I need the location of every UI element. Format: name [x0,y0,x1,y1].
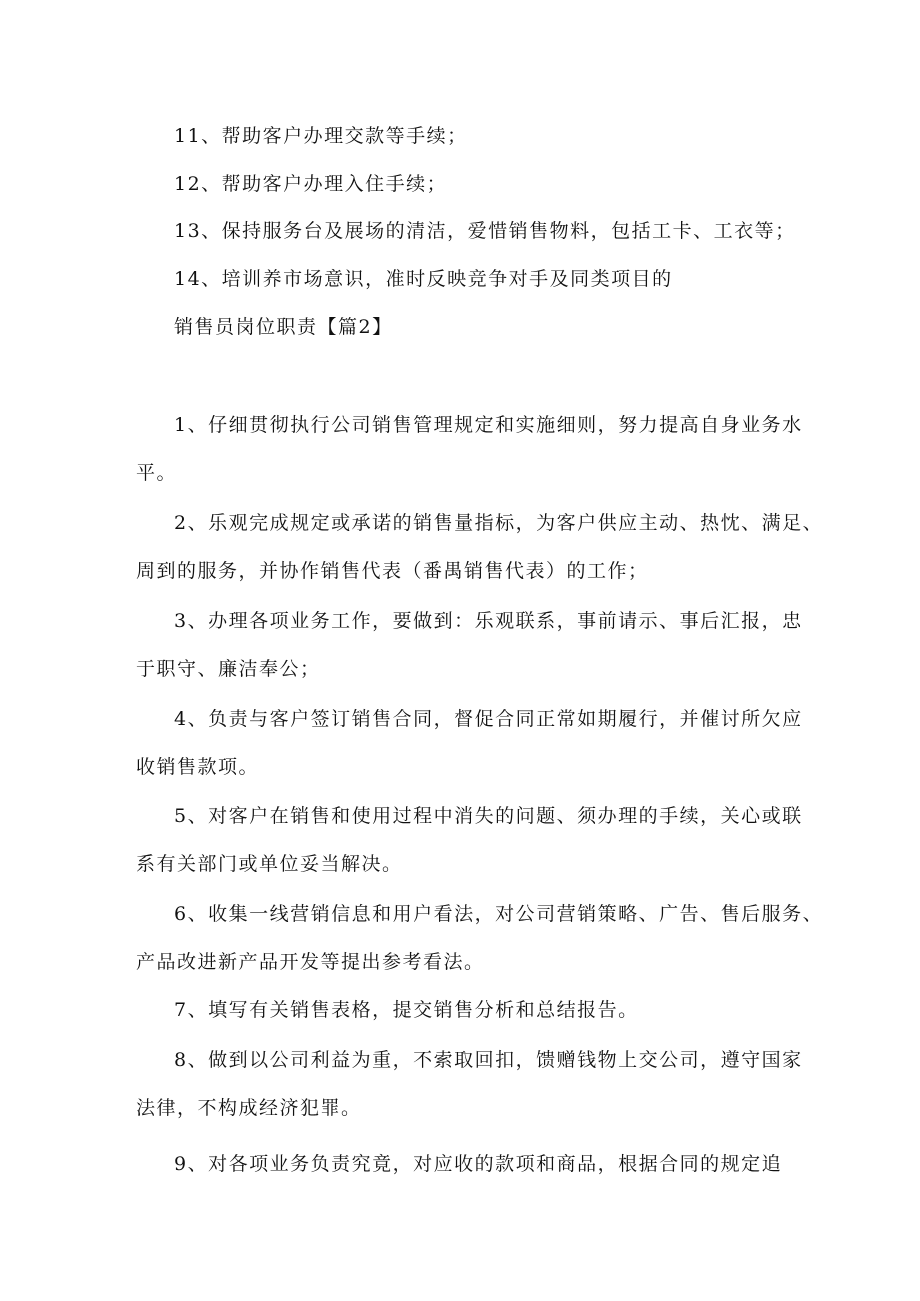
item-9-line1: 9、对各项业务负责究竟，对应收的款项和商品，根据合同的规定追 [174,1153,783,1175]
intro-item-11: 11、帮助客户办理交款等手续； [174,125,468,147]
section-title: 销售员岗位职责【篇2】 [174,316,393,338]
item-5-line2: 系有关部门或单位妥当解决。 [136,853,403,875]
item-1-line2: 平。 [136,462,178,484]
item-8-line1: 8、做到以公司利益为重，不索取回扣，馈赠钱物上交公司，遵守国家 [174,1049,803,1071]
item-8-line2: 法律，不构成经济犯罪。 [136,1097,362,1119]
item-4-line2: 收销售款项。 [136,756,260,778]
item-5-line1: 5、对客户在销售和使用过程中消失的问题、须办理的手续，关心或联 [174,805,803,827]
item-2-line2: 周到的服务，并协作销售代表（番禺销售代表）的工作； [136,560,649,582]
item-2-line1: 2、乐观完成规定或承诺的销售量指标，为客户供应主动、热忱、满足、 [174,512,824,534]
item-6-line1: 6、收集一线营销信息和用户看法，对公司营销策略、广告、售后服务、 [174,903,824,925]
item-6-line2: 产品改进新产品开发等提出参考看法。 [136,951,485,973]
item-3-line2: 于职守、廉洁奉公； [136,658,321,680]
intro-item-13: 13、保持服务台及展场的清洁，爱惜销售物料，包括工卡、工衣等； [174,220,796,242]
intro-item-12: 12、帮助客户办理入住手续； [174,173,448,195]
item-1-line1: 1、仔细贯彻执行公司销售管理规定和实施细则，努力提高自身业务水 [174,414,803,436]
item-4-line1: 4、负责与客户签订销售合同，督促合同正常如期履行，并催讨所欠应 [174,708,803,730]
item-7-line1: 7、填写有关销售表格，提交销售分析和总结报告。 [174,999,639,1021]
intro-item-14: 14、培训养市场意识，准时反映竞争对手及同类项目的 [174,268,673,290]
item-3-line1: 3、办理各项业务工作，要做到：乐观联系，事前请示、事后汇报，忠 [174,610,803,632]
